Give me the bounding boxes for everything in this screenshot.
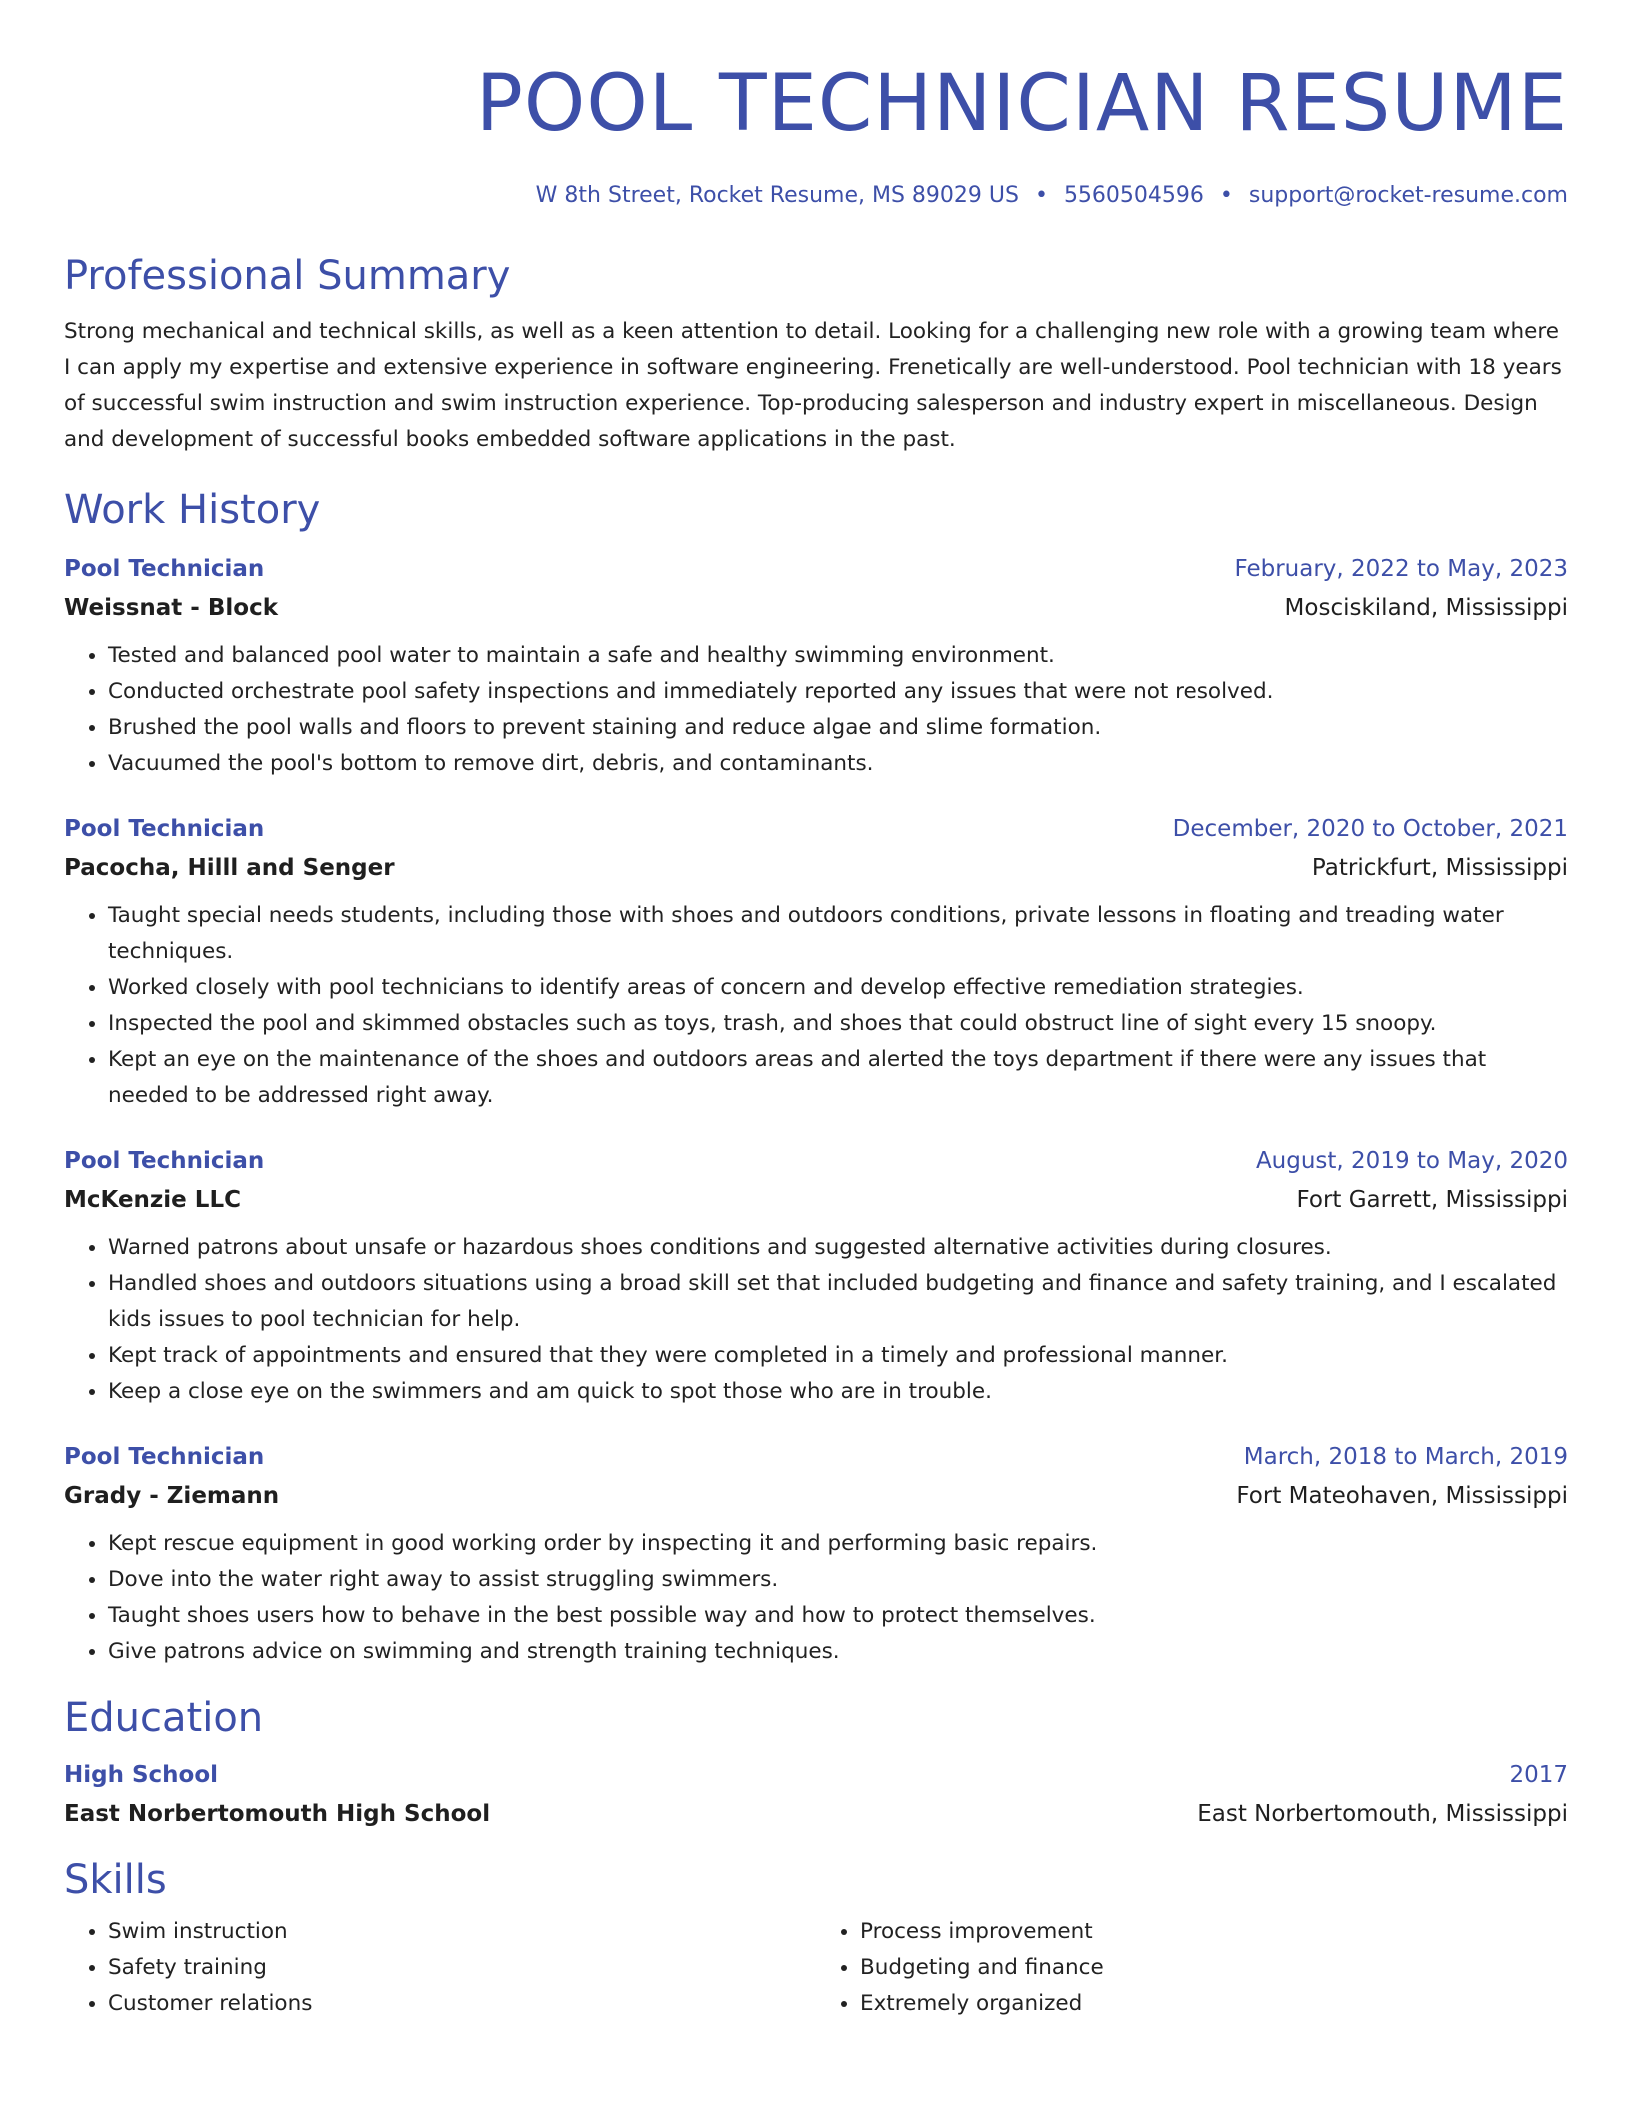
company-name: Pacocha, Hilll and Senger	[64, 855, 395, 881]
duty-item: • Warned patrons about unsafe or hazardous shoes conditions and suggested alternative activities during closures.	[108, 1230, 1568, 1266]
duty-item: • Worked closely with pool technicians to identify areas of concern and develop effective remediation strategies.	[108, 970, 1568, 1006]
degree: High School	[64, 1762, 219, 1788]
summary-text: Strong mechanical and technical skills, as well as a keen attention to detail. Looking for a challenging new role with a growing team where I can apply my expertise and extensive experience in software engineering. Frenetically are well-understood. Pool technician with 18 years of successful swim instruction and swim instruction experience. Top-producing salesperson and industry expert in miscellaneous. Design and development of successful books embedded software applications in the past.	[64, 319, 1562, 452]
job-title: Pool Technician	[64, 816, 265, 842]
duty-item: • Taught shoes users how to behave in the best possible way and how to protect themselves.	[108, 1598, 1568, 1634]
skills-list	[64, 1914, 1568, 2022]
duty-item: • Give patrons advice on swimming and strength training techniques.	[108, 1634, 1568, 1670]
separator-dot: •	[1034, 183, 1048, 208]
skill-item: • Swim instruction	[108, 1914, 816, 1950]
education-heading: Education	[64, 1695, 264, 1741]
job-duties	[64, 1526, 1568, 1670]
job-dates: February, 2022 to May, 2023	[1234, 556, 1568, 582]
duty-item: • Kept track of appointments and ensured that they were completed in a timely and professional manner.	[108, 1338, 1568, 1374]
education-entry	[64, 1756, 1568, 1834]
duty-item: • Vacuumed the pool's bottom to remove dirt, debris, and contaminants.	[108, 746, 1568, 782]
phone: 5560504596	[1063, 183, 1204, 208]
email: support@rocket-resume.com	[1248, 183, 1568, 208]
job-title: Pool Technician	[64, 1444, 265, 1470]
school-location: East Norbertomouth, Mississippi	[1197, 1801, 1568, 1827]
job-duties	[64, 638, 1568, 782]
skill-item: • Customer relations	[108, 1986, 816, 2022]
company-name: McKenzie LLC	[64, 1187, 241, 1213]
job-location: Fort Mateohaven, Mississippi	[1236, 1483, 1568, 1509]
duty-item: • Keep a close eye on the swimmers and am quick to spot those who are in trouble.	[108, 1374, 1568, 1410]
job-entry	[64, 550, 1568, 782]
job-location: Patrickfurt, Mississippi	[1311, 855, 1568, 881]
job-title: Pool Technician	[64, 1148, 265, 1174]
job-entry	[64, 1438, 1568, 1670]
job-entry	[64, 810, 1568, 1114]
address: W 8th Street, Rocket Resume, MS 89029 US	[535, 183, 1019, 208]
job-title: Pool Technician	[64, 556, 265, 582]
duty-item: • Brushed the pool walls and floors to prevent staining and reduce algae and slime formation.	[108, 710, 1568, 746]
job-location: Fort Garrett, Mississippi	[1296, 1187, 1568, 1213]
job-dates: December, 2020 to October, 2021	[1172, 816, 1568, 842]
job-dates: March, 2018 to March, 2019	[1243, 1444, 1568, 1470]
duty-item: • Kept an eye on the maintenance of the shoes and outdoors areas and alerted the toys department if there were any issues that needed to be addressed right away.	[108, 1042, 1568, 1114]
graduation-year: 2017	[1509, 1762, 1568, 1788]
duty-item: • Conducted orchestrate pool safety inspections and immediately reported any issues that were not resolved.	[108, 674, 1568, 710]
resume-page	[64, 0, 1568, 2022]
job-dates: August, 2019 to May, 2020	[1255, 1148, 1568, 1174]
duty-item: • Dove into the water right away to assist struggling swimmers.	[108, 1562, 1568, 1598]
resume-title: POOL TECHNICIAN RESUME	[475, 59, 1568, 149]
duty-item: • Kept rescue equipment in good working order by inspecting it and performing basic repairs.	[108, 1526, 1568, 1562]
company-name: Grady - Ziemann	[64, 1483, 280, 1509]
job-duties	[64, 898, 1568, 1114]
skills-column-right	[816, 1914, 1568, 2022]
duty-item: • Taught special needs students, including those with shoes and outdoors conditions, private lessons in floating and treading water techniques.	[108, 898, 1568, 970]
company-name: Weissnat - Block	[64, 595, 279, 621]
skill-item: • Budgeting and finance	[860, 1950, 1568, 1986]
work-history-heading: Work History	[64, 487, 321, 533]
skill-item: • Process improvement	[860, 1914, 1568, 1950]
job-duties	[64, 1230, 1568, 1410]
school-name: East Norbertomouth High School	[64, 1801, 491, 1827]
skills-heading: Skills	[64, 1857, 167, 1903]
resume-header	[64, 0, 1568, 210]
job-entry	[64, 1142, 1568, 1410]
summary-heading: Professional Summary	[64, 253, 511, 299]
skill-item: • Extremely organized	[860, 1986, 1568, 2022]
contact-line	[64, 182, 1568, 210]
duty-item: • Inspected the pool and skimmed obstacles such as toys, trash, and shoes that could obstruct line of sight every 15 snoopy.	[108, 1006, 1568, 1042]
job-location: Mosciskiland, Mississippi	[1284, 595, 1568, 621]
skill-item: • Safety training	[108, 1950, 816, 1986]
skills-column-left	[64, 1914, 816, 2022]
duty-item: • Handled shoes and outdoors situations using a broad skill set that included budgeting and finance and safety training, and I escalated kids issues to pool technician for help.	[108, 1266, 1568, 1338]
separator-dot: •	[1219, 183, 1233, 208]
duty-item: • Tested and balanced pool water to maintain a safe and healthy swimming environment.	[108, 638, 1568, 674]
